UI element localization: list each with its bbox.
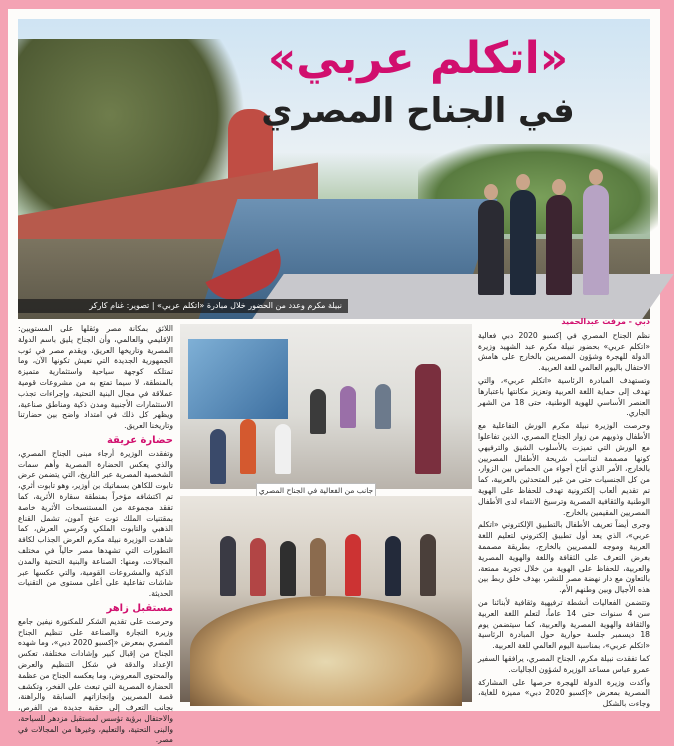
paragraph: كما تفقدت نبيلة مكرم، الجناح المصري، يرافقها السفير عمرو عباس مساعد الوزيرة لشؤون الجاليات. bbox=[478, 653, 650, 674]
hero-photo bbox=[18, 19, 650, 315]
child-figure bbox=[275, 424, 291, 474]
hero-person bbox=[510, 190, 536, 295]
visitor-figure bbox=[420, 534, 436, 596]
pavilion-tour-photo bbox=[180, 496, 472, 702]
paragraph: وأكدت وزيرة الدولة للهجرة حرصها على المشاركة المصرية بمعرض «إكسبو 2020 دبي» مميزة للغاية، وجاءت بالشكل bbox=[478, 677, 650, 709]
paragraph: وجرى أيضاً تعريف الأطفال بالتطبيق الإلكتروني «اتكلم عربي»، الذي يعد أول تطبيق إلكتروني لتعليم اللغة العربية وموجه للمصريين بالخارج، بطريقة مصممة بغرض التعرف على الثقافة واللغة والهوية المصرية والعربية، للحفاظ على الهوية من خلال تجربة ممتعة، بالتعاون مع دار نهضة مصر للنشر، بهدف خلق ربط بين هذه الأجيال وبين وطنهم الأم. bbox=[478, 520, 650, 595]
visitor-figure bbox=[345, 534, 361, 596]
subheading: مستقبل زاهر bbox=[106, 602, 173, 614]
article-column-right bbox=[478, 317, 650, 709]
presenter-figure bbox=[415, 364, 441, 474]
subheading: حضارة عريقة bbox=[106, 434, 173, 446]
visitor-figure bbox=[220, 536, 236, 596]
visitor-figure bbox=[310, 538, 326, 596]
child-figure bbox=[375, 384, 391, 429]
photo-caption: جانب من الفعالية في الجناح المصري bbox=[256, 483, 376, 498]
paragraph: نظم الجناح المصري في إكسبو 2020 دبي فعالية «اتكلم عربي» بحضور نبيلة مكرم عبد الشهيد وزيرة الدولة للهجرة وشؤون المصريين بالخارج على هامش الاحتفال باليوم العالمي للغة العربية. bbox=[478, 330, 650, 373]
child-figure bbox=[240, 419, 256, 474]
paragraph: وحرصت الوزيرة نبيلة مكرم الورش التفاعلية مع الأطفال وذويهم من زوار الجناح المصري، الذين تفاعلوا مع الورش التي تميزت بالأسلوب الشيق والترفيهي كونها مصممة لتناسب شريحة الأطفال المصريين بالخارج، الأمر الذي أتاح أجواء من الحماس بين الزوار، من كل الجنسيات حتى من غير المتحدثين بالعربية، كما تم تقديم ألعاب إلكترونية تهدف للحفاظ على الهوية الوطنية والثقافية المصرية وترسيخ الانتماء لدى الأطفال المصريين المقيمين بالخارج. bbox=[478, 421, 650, 517]
visitor-figure bbox=[280, 541, 296, 596]
headline-line2: في الجناح المصري bbox=[261, 91, 575, 131]
egypt-scale-model bbox=[190, 596, 462, 706]
byline: دبي - مرفت عبدالحميد bbox=[561, 317, 650, 326]
child-figure bbox=[210, 429, 226, 484]
article-column-left bbox=[18, 324, 173, 745]
visitor-figure bbox=[385, 536, 401, 596]
interactive-screen bbox=[188, 339, 288, 419]
child-figure bbox=[310, 389, 326, 434]
paragraph: وتتضمن الفعاليات أنشطة ترفيهية وثقافية لأبنائنا من سن 4 سنوات حتى 14 عاماً، لتعلم اللغة العربية والثقافة والهوية المصرية والعربية، كما سيتضمن يوم 18 ديسمبر جلسة حوارية حول المبادرة الرئاسية «اتكلم عربي»، بمناسبة اليوم العالمي للغة العربية. bbox=[478, 597, 650, 651]
workshop-photo bbox=[180, 324, 472, 489]
newspaper-page bbox=[8, 9, 660, 745]
paragraph: اللائق بمكانة مصر وثقلها على المستويين: الإقليمي والعالمي، وأن الجناح يليق باسم الدولة المصرية وتاريخها العريق، ويقدم مصر في ثوب الجمهورية الجديدة التي نعيش تكونها الآن، وما تمتلكه كوجهة سياحية واستثمارية متميزة بالمنطقة، لا سيما تمتع به من مشروعات قومية عملاقة في مجال البنية التحتية، وإجراءات تجذب الاستثمارات الأجنبية ومدن ذكية ومناطق صناعية، ويظهر كل ذلك في امتداد واضح بين حضارتنا وتاريخنا العريق. bbox=[18, 324, 173, 431]
hero-person bbox=[546, 195, 572, 295]
child-figure bbox=[340, 386, 356, 428]
hero-person bbox=[583, 185, 609, 295]
hero-person bbox=[478, 200, 504, 295]
visitor-figure bbox=[250, 538, 266, 596]
paragraph: وحرصت على تقديم الشكر للمكتورة نيفين جامع وزيرة التجارة والصناعة على تنظيم الجناح المصري بمعرض «إكسبو 2020 دبي»، وما شهده الجناح من إقبال كبير وإشادات مختلفة، تعكس الإعداد والدقة في شكل التنظيم والعرض والمحتوى المعروض، وما يعكسه الجناح من عظمة الحضارة المصرية التي تبعث على الفخر، وتكشف قصة المصريين وإنجازاتهم السابقة والراهنة، بجانب التعرف إلى حقبة جديدة من الفرص، والاحتفال برؤية تؤسس لمستقبل مزدهر للسياحة، والبنى التحتية، والتعليم، وغيرها من المجالات في مصر. bbox=[18, 616, 173, 745]
paragraph: وتستهدف المبادرة الرئاسية «اتكلم عربي»، والتي تهدف إلى حماية اللغة العربية وتعزيز مكانتها باعتبارها العنصر الأساسي للهوية الوطنية، حتى 18 من الشهر الجاري. bbox=[478, 375, 650, 418]
paragraph: وتفقدت الوزيرة أرجاء مبنى الجناح المصري، والذي يعكس الحضارة المصرية وأهم سمات الشخصية المصرية عبر التاريخ، التي يتضمن عرض تابوت للكاهن بسماتيك بن أوزير، وهو تابوت أثري، تم اكتشافه مؤخراً بمنطقة سقارة الأثرية، كما تفقد مجموعة من المستنسخات الأثرية خاصة بمقتنيات الملك توت عنخ آمون، تشمل القناع الذهبي والتابوت الملكي وكرسي العرش، كما شاهدت الوزيرة نبيلة مكرم العرض الجذاب لكافة التطورات التي تشهدها مصر حالياً في مختلف المجالات، ومنها: الصناعة والبنية التحتية والمدن الذكية والمشروعات القومية، والتي عكسها عبر شاشات تفاعلية على أعلى مستوى من التقنيات الحديثة. bbox=[18, 448, 173, 599]
hero-caption: نبيلة مكرم وعدد من الحضور خلال مبادرة «اتكلم عربي» | تصوير: غنام كاركر bbox=[18, 299, 348, 313]
headline-line1: «اتكلم عربي» bbox=[267, 33, 569, 84]
